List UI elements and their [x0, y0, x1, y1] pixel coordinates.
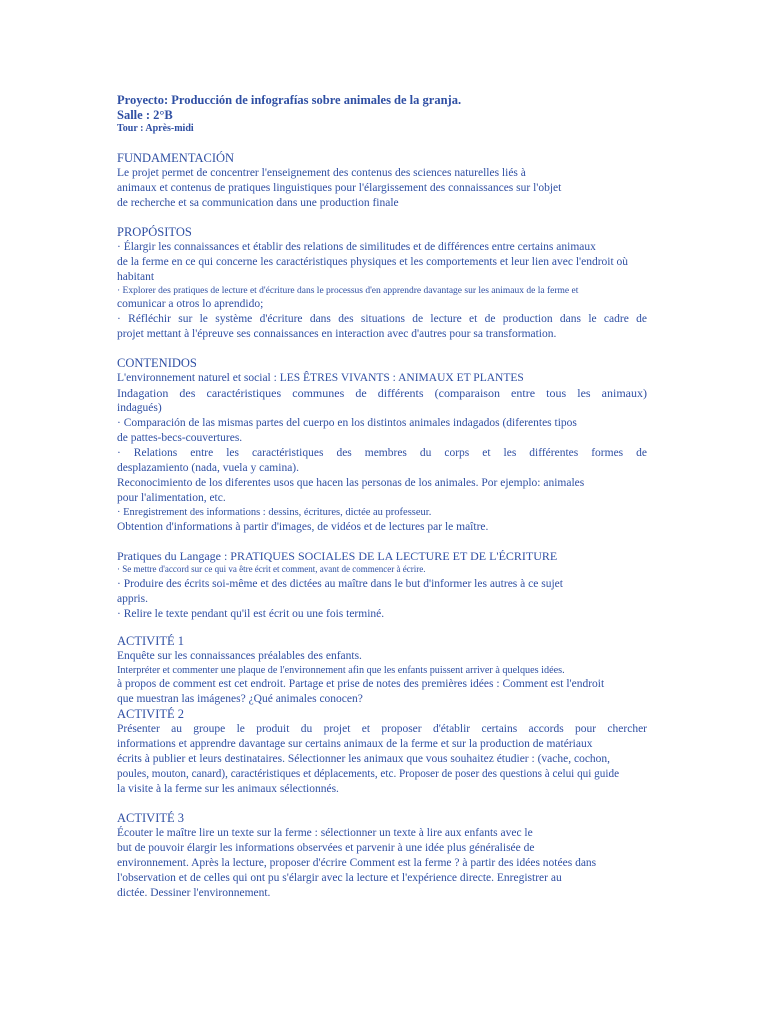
contenidos-line: Reconocimiento de los diferentes usos que hacen las personas de los animales. Por ejemplo: animales — [117, 477, 585, 489]
room-label: Salle : 2°B — [117, 108, 173, 122]
contenidos-line: de pattes-becs-couvertures. — [117, 432, 243, 444]
actividad3-line: dictée. Dessiner l'environnement. — [117, 887, 271, 899]
contenidos-subheading: L'environnement naturel et social : LES ÊTRES VIVANTS : ANIMAUX ET PLANTES — [117, 372, 524, 384]
propositos-line: de la ferme en ce qui concerne les caractéristiques physiques et les comportements et leur lien avec l'endroit où — [117, 256, 629, 268]
shift-label: Tour : Après-midi — [117, 123, 194, 134]
actividad1-line: que muestran las imágenes? ¿Qué animales conocen? — [117, 693, 363, 705]
pratiques-line: · Relire le texte pendant qu'il est écrit ou une fois terminé. — [117, 608, 385, 620]
actividad3-line: Écouter le maître lire un texte sur la ferme : sélectionner un texte à lire aux enfants avec le — [117, 827, 533, 839]
contenidos-line: Indagation des caractéristiques communes de différents (comparaison entre tous les animaux) — [117, 386, 647, 400]
actividad3-line: l'observation et de celles qui ont pu s'élargir avec la lecture et l'expérience directe. Enregistrer au — [117, 872, 562, 884]
document-body — [117, 93, 647, 901]
propositos-line: · Élargir les connaissances et établir des relations de similitudes et de différences entre certains animaux — [117, 241, 596, 253]
contenidos-line: · Relations entre les caractéristiques des membres du corps et les différentes formes de — [117, 447, 647, 459]
propositos-line: · Réfléchir sur le système d'écriture dans des situations de lecture et de production dans le cadre de — [117, 313, 647, 325]
actividad3-heading: ACTIVITÉ 3 — [117, 811, 184, 825]
fundamentacion-line: Le projet permet de concentrer l'enseignement des contenus des sciences naturelles liés à — [117, 167, 526, 179]
project-title: Proyecto: Producción de infografías sobre animales de la granja. — [117, 93, 462, 107]
pratiques-heading: Pratiques du Langage : PRATIQUES SOCIALES DE LA LECTURE ET DE L'ÉCRITURE — [117, 549, 558, 563]
contenidos-line: pour l'alimentation, etc. — [117, 492, 226, 504]
pratiques-line: · Produire des écrits soi-même et des dictées au maître dans le but d'informer les autres à ce sujet — [117, 578, 563, 590]
pratiques-small-line: · Se mettre d'accord sur ce qui va être écrit et comment, avant de commencer à écrire. — [117, 564, 426, 574]
contenidos-line: · Comparación de las mismas partes del cuerpo en los distintos animales indagados (diferentes tipos — [117, 417, 577, 429]
actividad1-small-line: Interpréter et commenter une plaque de l'environnement afin que les enfants puissent arriver à quelques idées. — [117, 665, 565, 676]
actividad3-line: environnement. Après la lecture, proposer d'écrire Comment est la ferme ? à partir des idées notées dans — [117, 857, 597, 869]
actividad2-line: poules, mouton, canard), caractéristiques et déplacements, etc. Proposer de poser des questions à celui qui guide — [117, 768, 620, 780]
actividad2-line: écrits à publier et leurs destinataires. Sélectionner les animaux que vous souhaitez étudier : (vache, cochon, — [117, 753, 611, 765]
contenidos-small-line: · Enregistrement des informations : dessins, écritures, dictée au professeur. — [117, 507, 432, 518]
contenidos-heading: CONTENIDOS — [117, 356, 197, 370]
contenidos-line: indagués) — [117, 402, 162, 414]
propositos-heading: PROPÓSITOS — [117, 225, 192, 239]
actividad2-line: Présenter au groupe le produit du projet et proposer d'établir certains accords pour chercher — [117, 723, 647, 735]
propositos-line: habitant — [117, 271, 155, 283]
propositos-line: comunicar a otros lo aprendido; — [117, 298, 264, 310]
actividad2-line: la visite à la ferme sur les animaux sélectionnés. — [117, 783, 339, 795]
propositos-line: projet mettant à l'épreuve ses connaissances en interaction avec d'autres pour sa transformation. — [117, 328, 557, 340]
actividad1-line: Enquête sur les connaissances préalables des enfants. — [117, 650, 362, 662]
fundamentacion-line: de recherche et sa communication dans une production finale — [117, 197, 399, 209]
actividad1-heading: ACTIVITÉ 1 — [117, 634, 184, 648]
fundamentacion-heading: FUNDAMENTACIÓN — [117, 151, 235, 165]
actividad2-line: informations et apprendre davantage sur certains animaux de la ferme et sur la production de matériaux — [117, 738, 593, 750]
contenidos-line: Obtention d'informations à partir d'images, de vidéos et de lectures par le maître. — [117, 521, 489, 533]
contenidos-line: desplazamiento (nada, vuela y camina). — [117, 462, 300, 474]
pratiques-line: appris. — [117, 593, 148, 605]
fundamentacion-line: animaux et contenus de pratiques linguistiques pour l'élargissement des connaissances sur l'objet — [117, 182, 562, 194]
actividad2-heading: ACTIVITÉ 2 — [117, 707, 184, 721]
actividad1-line: à propos de comment est cet endroit. Partage et prise de notes des premières idées : Comment est l'endroit — [117, 678, 605, 690]
propositos-small-line: · Explorer des pratiques de lecture et d'écriture dans le processus d'en apprendre davantage sur les animaux de la ferme et — [117, 286, 579, 296]
actividad3-line: but de pouvoir élargir les informations observées et parvenir à une idée plus généralisée de — [117, 842, 535, 854]
